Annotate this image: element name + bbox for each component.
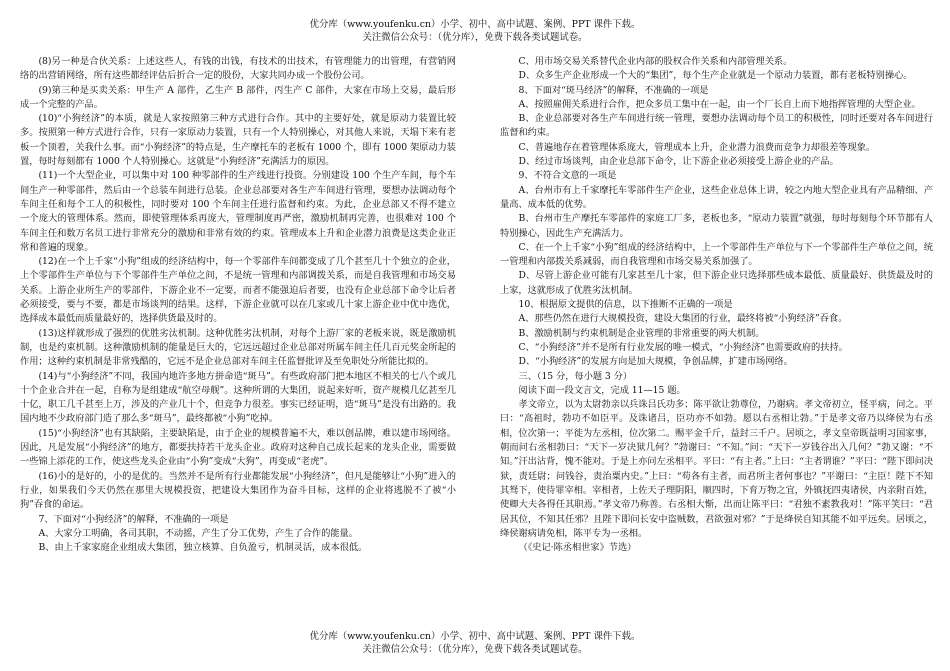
question-8-option-b: B、企业总部要对各生产车间进行统一管理，要想办法调动每个员工的积极性，同时还要对各车间进行监督和约束。 <box>500 113 933 139</box>
section-instruction: 阅读下面一段文言文，完成 11—15 题。 <box>518 384 686 396</box>
header-line-2: 关注微信公众号：（优分库），免费下载各类试题试卷。 <box>362 31 588 43</box>
section-heading: 三、（15 分，每小题 3 分） <box>518 370 633 382</box>
paragraph: (10)“小狗经济”的本质，就是人家按照第三种方式进行合作。其中的主要好处，就是原动力装置比较多。按照第一种方式进行合作，只有一家原动力装置，只有一个人特别操心，对其他人来说，天塌下来有老板一个顶着，关我什么事。而“小狗经济”的特点是，生产摩托车的老板有 1000 个，即有 1000 架原动力装置，每时每刻都有 1000 个人特别操心。这就是“小狗经济”充满活力的原因。 <box>20 113 456 168</box>
paragraph: (8)另一种是合伙关系：上述这些人，有钱的出钱，有技术的出技术，有管理能力的出管理，有营销网络的出营销网络，所有这些都经评估后折合一定的股份，大家共同办成一个股份公司。 <box>20 56 456 82</box>
question-9-option-a: A、台州市有上千家摩托车零部件生产企业，这些企业总体上讲，较之内地大型企业具有产品精细、产量高、成本低的优势。 <box>500 184 933 210</box>
question-7-option-b: B、由上千家家庭企业组成大集团，独立核算、自负盈亏，机制灵活，成本很低。 <box>38 542 368 554</box>
left-column <box>20 55 456 627</box>
question-7-option-c: C、用市场交易关系替代企业内部的股权合作关系和内部管理关系。 <box>518 56 793 67</box>
paragraph: (13)这样就形成了强烈的优胜劣汰机制。这种优胜劣汰机制，对每个上游厂家的老板来说，既是激励机制，也是约束机制。这种激励机制的能量是巨大的，它远远超过企业总部对所属车间主任几百元奖金所起的作用；这种约束机制是非常残酷的，它远不是企业总部对车间主任监督批评及至免职处分所能比拟的。 <box>20 327 456 368</box>
question-7-option-d: D、众多生产企业形成一个大的“集团”，每个生产企业就是一个原动力装置，都有老板特别操心。 <box>518 70 913 82</box>
right-column <box>500 55 933 627</box>
passage-source: （《史记·陈丞相世家》节选） <box>518 542 637 554</box>
question-7-option-a: A、大家分工明确，各司其职，不动摇，产生了分工优势，产生了合作的能量。 <box>38 527 358 539</box>
footer-line-2: 关注微信公众号：（优分库），免费下载各类试题试卷。 <box>362 643 588 655</box>
paragraph: (9)第三种是买卖关系：甲生产 A 部件，乙生产 B 部件，丙生产 C 部件，大家在市场上交易，最后形成一个完整的产品。 <box>20 84 456 110</box>
question-9-option-d: D、尽管上游企业可能有几家甚至几十家，但下游企业只选择那些成本最低、质量最好、供货最及时的上家，这就形成了优胜劣汰机制。 <box>500 270 933 296</box>
question-9: 9、不符合文意的一项是 <box>518 170 617 182</box>
question-10-option-c: C、“小狗经济”并不是所有行业发展的唯一模式，“小狗经济”也需要政府的扶持。 <box>518 341 848 353</box>
paragraph: (11)一个大型企业，可以集中对 100 种零部件的生产线进行投资。分别建设 100 个生产车间，每个车间生产一种零部件，然后由一个总装车间进行总装。企业总部要对各生产车间进行管理，要想办法调动每个车间主任和每个工人的积极性，同时要对 100 个车间主任进行监督和约束。为此，企业总部又不得不建立一个庞大的管理体系。然而，即使管理体系再庞大，管理制度再严密，激励机制再完善，也很难对 100 个车间主任和数万名员工进行非常充分的激励和非常有效的约束。管理成本上升和企业潜力浪费是这类企业正常和普遍的现象。 <box>20 170 456 253</box>
page-footer <box>0 631 950 656</box>
classical-passage: 孝文帝立，以为太尉勃亲以兵诛吕氏功多；陈平欲让勃尊位，乃谢病。孝文帝初立，怪平病，问之。平曰：“高祖时，勃功不如臣平。及诛诸吕，臣功亦不如勃。愿以右丞相让勃。”于是孝文帝乃以绛侯为右丞相，位次第一；平徙为左丞相，位次第二。赐平金千斤，益封三千户。居顷之，孝文皇帝既益明习国家事，朝而问右丞相勃曰：“天下一岁决狱几何？”勃谢曰：“不知。”问：“天下一岁钱谷出入几何？”勃又谢：“不知。”汗出沾背，愧不能对。于是上亦问左丞相平。平曰：“有主者。”上曰：“主者谓谁？”平曰：“陛下即问决狱，责廷尉；问钱谷，责治粟内史。”上曰：“苟各有主者，而君所主者何事也？”平谢曰：“主臣！陛下不知其驽下，使待罪宰相。宰相者，上佐天子理阴阳，顺四时，下育万物之宜，外镇抚四夷诸侯，内亲附百姓，使卿大夫各得任其职焉。”孝文帝乃称善。右丞相大惭，出而让陈平曰：“君独不素教我对！”陈平笑曰：“君居其位，不知其任邪？且陛下即问长安中盗贼数，君欲强对邪？”于是绛侯自知其能不如平远矣。居顷之，绛侯谢病请免相，陈平专为一丞相。 <box>500 399 933 539</box>
question-8-option-d: D、经过市场谈判，由企业总部下命令，让下游企业必须接受上游企业的产品。 <box>518 156 839 168</box>
question-9-option-c: C、在一个上千家“小狗”组成的经济结构中，上一个零部件生产单位与下一个零部件生产单位之间，统一管理和内部拨关系减弱，而自我管理和市场交易关系加强了。 <box>500 241 933 268</box>
question-8-option-a: A、按照雇佣关系进行合作，把众多员工集中在一起，由一个厂长自上而下地指挥管理的大型企业。 <box>518 98 921 110</box>
paragraph: (15)“小狗经济”也有其缺陷，主要缺陷是，由于企业的规模普遍不大，难以创品牌，难以建市场网络。因此，凡是发展“小狗经济”的地方，都要扶持若干龙头企业。政府对这种自己成长起来的龙头企业，需要做一些锦上添花的工作，使这些龙头企业由“小狗”变成“大狗”，再变成“老虎”。 <box>20 427 456 468</box>
page-header <box>0 19 950 44</box>
question-7: 7、下面对“小狗经济”的解释，不准确的一项是 <box>38 513 229 525</box>
paragraph: (16)小的是好的，小的是优的。当然并不是所有行业都能发展“小狗经济”，但凡是能够让“小狗”进入的行业，如果我们今天仍然在那里大规模投资，把建设大集团作为奋斗目标，这样的企业将逃脱不了被“小狗”吞食的命运。 <box>20 470 456 511</box>
paragraph: (12)在一个上千家“小狗”组成的经济结构中，每一个零部件车间都变成了几个甚至几十个独立的企业，上个零部件生产单位与下个零部件生产单位之间，不是统一管理和内部调拨关系，而是自我管理和市场交易关系。上游企业所生产的零部件，下游企业不一定要，而者不能强迫后者要，也没有企业总部下命令让后者必须接受，要与不要，都是市场谈判的结果。这样，下游企业就可以在几家或几十家上游企业中优中选优，选择成本最低而质量最好的，选择供货最及时的。 <box>20 256 456 325</box>
question-10-option-d: D、“小狗经济”的发展方向是加大规模，争创品牌，扩建市场网络。 <box>518 356 793 368</box>
question-9-option-b: B、台州市生产摩托车零部件的家庭工厂多，老板也多，“原动力装置”就强，每时每刻每个环节都有人特别操心，因此生产充满活力。 <box>500 213 933 239</box>
question-10-option-a: A、那些仍然在进行大规模投资，建设大集团的行业，最终将被“小狗经济”吞食。 <box>518 313 848 325</box>
question-10-option-b: B、激励机制与约束机制是企业管理的非常重要的两大机制。 <box>518 327 765 339</box>
question-8-option-c: C、普遍地存在着管理体系庞大，管理成本上升，企业潜力浪费而竞争力却很差等现象。 <box>518 141 876 153</box>
paragraph: (14)与“小狗经济”不同，我国内地许多地方拼命造“斑马”。有些政府部门把本地区不相关的七八个或几十个企业合并在一起，自称为是组建成“航空母舰”。这种所谓的大集团，说起来好听，资产规模几亿甚至几十亿，职工几千甚至上万，涉及的产业几十个，但竞争力很差。事实已经证明，造“斑马”是没有出路的。我国内地不少政府部门造了那么多“斑马”，最终都被“小狗”吃掉。 <box>20 370 456 425</box>
header-line-1: 优分库（www.youfenku.cn）小学、初中、高中试题、案例、PPT 课件下载。 <box>309 19 641 30</box>
footer-line-1: 优分库（www.youfenku.cn）小学、初中、高中试题、案例、PPT 课件下载。 <box>309 631 641 642</box>
question-8: 8、下面对“斑马经济”的解释，不准确的一项是 <box>518 84 709 96</box>
question-10: 10、根据原文提供的信息，以下推断不正确的一项是 <box>518 299 733 311</box>
